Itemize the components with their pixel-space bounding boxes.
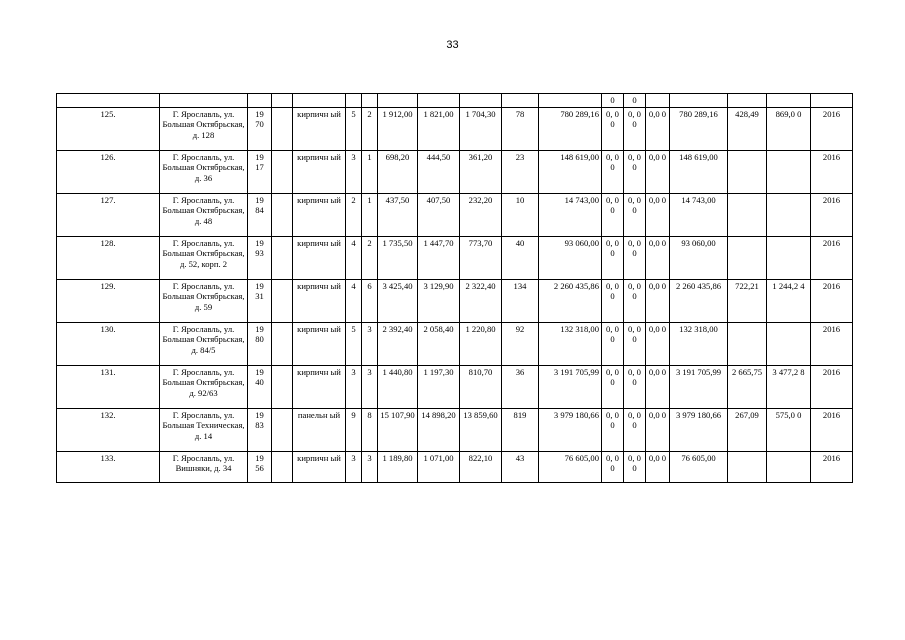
floors-cell: 4 <box>346 236 362 279</box>
top-row-cell <box>346 94 362 108</box>
table-row <box>57 236 853 279</box>
area-a-cell: 14 898,20 <box>418 408 460 451</box>
top-row-cell <box>293 94 346 108</box>
table-top-row <box>57 94 853 108</box>
row-number: 128. <box>57 236 160 279</box>
fund-3-cell: 0,0 0 <box>646 279 670 322</box>
top-row-cell <box>502 94 539 108</box>
year-built-cell: 19 56 <box>248 451 272 482</box>
wall-material-cell: кирпичн ый <box>293 365 346 408</box>
residents-cell: 36 <box>502 365 539 408</box>
row-number: 131. <box>57 365 160 408</box>
plan-year-cell: 2016 <box>811 451 853 482</box>
unit-cost-1-cell: 428,49 <box>728 107 767 150</box>
unit-cost-2-cell <box>767 150 811 193</box>
entrances-cell: 6 <box>362 279 378 322</box>
entrances-cell: 1 <box>362 193 378 236</box>
area-b-cell: 232,20 <box>460 193 502 236</box>
unit-cost-1-cell: 267,09 <box>728 408 767 451</box>
fund-2-cell: 0, 0 0 <box>624 451 646 482</box>
plan-year-cell: 2016 <box>811 279 853 322</box>
fund-3-cell: 0,0 0 <box>646 365 670 408</box>
wall-material-cell: кирпичн ый <box>293 451 346 482</box>
unit-cost-2-cell <box>767 451 811 482</box>
fund-1-cell: 0, 0 0 <box>602 451 624 482</box>
table-row <box>57 107 853 150</box>
wall-material-cell: кирпичн ый <box>293 107 346 150</box>
table-row <box>57 193 853 236</box>
fund-1-cell: 0, 0 0 <box>602 365 624 408</box>
top-row-cell <box>418 94 460 108</box>
plan-year-cell: 2016 <box>811 150 853 193</box>
wall-material-cell: кирпичн ый <box>293 193 346 236</box>
table-row <box>57 150 853 193</box>
total-cost-cell: 76 605,00 <box>539 451 602 482</box>
table-row <box>57 322 853 365</box>
entrances-cell: 2 <box>362 236 378 279</box>
blank-cell <box>272 107 293 150</box>
top-row-cell <box>767 94 811 108</box>
table-row <box>57 279 853 322</box>
owners-cost-cell: 2 260 435,86 <box>670 279 728 322</box>
blank-cell <box>272 451 293 482</box>
owners-cost-cell: 93 060,00 <box>670 236 728 279</box>
blank-cell <box>272 236 293 279</box>
residents-cell: 23 <box>502 150 539 193</box>
year-built-cell: 19 31 <box>248 279 272 322</box>
year-built-cell: 19 70 <box>248 107 272 150</box>
row-number: 129. <box>57 279 160 322</box>
wall-material-cell: кирпичн ый <box>293 322 346 365</box>
blank-cell <box>272 279 293 322</box>
unit-cost-1-cell <box>728 322 767 365</box>
table-body <box>57 94 853 483</box>
unit-cost-1-cell <box>728 150 767 193</box>
unit-cost-2-cell: 869,0 0 <box>767 107 811 150</box>
area-b-cell: 773,70 <box>460 236 502 279</box>
total-cost-cell: 14 743,00 <box>539 193 602 236</box>
fund-3-cell: 0,0 0 <box>646 193 670 236</box>
fund-2-cell: 0, 0 0 <box>624 365 646 408</box>
entrances-cell: 3 <box>362 451 378 482</box>
year-built-cell: 19 84 <box>248 193 272 236</box>
top-row-cell <box>460 94 502 108</box>
address-cell: Г. Ярославль, ул. Большая Октябрьская, д. 59 <box>160 279 248 322</box>
total-area-cell: 2 392,40 <box>378 322 418 365</box>
top-row-cell <box>646 94 670 108</box>
total-area-cell: 698,20 <box>378 150 418 193</box>
area-b-cell: 1 704,30 <box>460 107 502 150</box>
plan-year-cell: 2016 <box>811 408 853 451</box>
address-cell: Г. Ярославль, ул. Большая Октябрьская, д. 52, корп. 2 <box>160 236 248 279</box>
fund-1-cell: 0, 0 0 <box>602 236 624 279</box>
row-number: 130. <box>57 322 160 365</box>
floors-cell: 3 <box>346 365 362 408</box>
unit-cost-2-cell: 575,0 0 <box>767 408 811 451</box>
fund-3-cell: 0,0 0 <box>646 150 670 193</box>
fund-2-cell: 0, 0 0 <box>624 408 646 451</box>
address-cell: Г. Ярославль, ул. Большая Октябрьская, д. 92/63 <box>160 365 248 408</box>
floors-cell: 5 <box>346 107 362 150</box>
floors-cell: 3 <box>346 150 362 193</box>
floors-cell: 4 <box>346 279 362 322</box>
top-row-cell <box>539 94 602 108</box>
area-b-cell: 1 220,80 <box>460 322 502 365</box>
total-cost-cell: 93 060,00 <box>539 236 602 279</box>
blank-cell <box>272 150 293 193</box>
row-number: 132. <box>57 408 160 451</box>
area-b-cell: 2 322,40 <box>460 279 502 322</box>
fund-2-cell: 0, 0 0 <box>624 236 646 279</box>
area-a-cell: 1 821,00 <box>418 107 460 150</box>
year-built-cell: 19 93 <box>248 236 272 279</box>
fund-1-cell: 0, 0 0 <box>602 193 624 236</box>
fund-3-cell: 0,0 0 <box>646 451 670 482</box>
wall-material-cell: панельн ый <box>293 408 346 451</box>
address-cell: Г. Ярославль, ул. Большая Техническая, д. 14 <box>160 408 248 451</box>
floors-cell: 9 <box>346 408 362 451</box>
top-row-cell <box>248 94 272 108</box>
entrances-cell: 2 <box>362 107 378 150</box>
owners-cost-cell: 3 191 705,99 <box>670 365 728 408</box>
area-b-cell: 822,10 <box>460 451 502 482</box>
total-area-cell: 3 425,40 <box>378 279 418 322</box>
blank-cell <box>272 322 293 365</box>
address-cell: Г. Ярославль, ул. Большая Октябрьская, д. 84/5 <box>160 322 248 365</box>
fund-1-cell: 0, 0 0 <box>602 279 624 322</box>
area-a-cell: 2 058,40 <box>418 322 460 365</box>
fund-3-cell: 0,0 0 <box>646 236 670 279</box>
total-area-cell: 15 107,90 <box>378 408 418 451</box>
unit-cost-2-cell: 1 244,2 4 <box>767 279 811 322</box>
unit-cost-1-cell <box>728 451 767 482</box>
area-a-cell: 444,50 <box>418 150 460 193</box>
residents-cell: 40 <box>502 236 539 279</box>
address-cell: Г. Ярославль, ул. Большая Октябрьская, д. 36 <box>160 150 248 193</box>
fund-1-cell: 0, 0 0 <box>602 322 624 365</box>
unit-cost-1-cell: 2 665,75 <box>728 365 767 408</box>
total-area-cell: 437,50 <box>378 193 418 236</box>
area-b-cell: 361,20 <box>460 150 502 193</box>
unit-cost-1-cell <box>728 193 767 236</box>
area-a-cell: 1 071,00 <box>418 451 460 482</box>
plan-year-cell: 2016 <box>811 236 853 279</box>
entrances-cell: 3 <box>362 365 378 408</box>
top-row-cell <box>670 94 728 108</box>
area-a-cell: 1 447,70 <box>418 236 460 279</box>
address-cell: Г. Ярославль, ул. Большая Октябрьская, д. 128 <box>160 107 248 150</box>
floors-cell: 2 <box>346 193 362 236</box>
plan-year-cell: 2016 <box>811 107 853 150</box>
wall-material-cell: кирпичн ый <box>293 150 346 193</box>
residents-cell: 10 <box>502 193 539 236</box>
owners-cost-cell: 148 619,00 <box>670 150 728 193</box>
blank-cell <box>272 408 293 451</box>
page-number: 33 <box>446 39 459 51</box>
top-row-cell <box>378 94 418 108</box>
area-a-cell: 3 129,90 <box>418 279 460 322</box>
total-area-cell: 1 735,50 <box>378 236 418 279</box>
unit-cost-2-cell: 3 477,2 8 <box>767 365 811 408</box>
housing-table <box>56 93 853 483</box>
area-b-cell: 810,70 <box>460 365 502 408</box>
owners-cost-cell: 14 743,00 <box>670 193 728 236</box>
year-built-cell: 19 17 <box>248 150 272 193</box>
year-built-cell: 19 83 <box>248 408 272 451</box>
unit-cost-2-cell <box>767 193 811 236</box>
address-cell: Г. Ярославль, ул. Вишняки, д. 34 <box>160 451 248 482</box>
wall-material-cell: кирпичн ый <box>293 236 346 279</box>
entrances-cell: 3 <box>362 322 378 365</box>
total-area-cell: 1 189,80 <box>378 451 418 482</box>
fund-2-cell: 0, 0 0 <box>624 322 646 365</box>
unit-cost-1-cell <box>728 236 767 279</box>
top-row-cell <box>160 94 248 108</box>
unit-cost-1-cell: 722,21 <box>728 279 767 322</box>
top-row-cell <box>272 94 293 108</box>
blank-cell <box>272 365 293 408</box>
owners-cost-cell: 132 318,00 <box>670 322 728 365</box>
year-built-cell: 19 80 <box>248 322 272 365</box>
floors-cell: 3 <box>346 451 362 482</box>
total-cost-cell: 780 289,16 <box>539 107 602 150</box>
plan-year-cell: 2016 <box>811 365 853 408</box>
fund-1-cell: 0, 0 0 <box>602 150 624 193</box>
total-cost-cell: 3 979 180,66 <box>539 408 602 451</box>
area-a-cell: 1 197,30 <box>418 365 460 408</box>
total-area-cell: 1 912,00 <box>378 107 418 150</box>
owners-cost-cell: 3 979 180,66 <box>670 408 728 451</box>
plan-year-cell: 2016 <box>811 193 853 236</box>
address-cell: Г. Ярославль, ул. Большая Октябрьская, д. 48 <box>160 193 248 236</box>
total-cost-cell: 3 191 705,99 <box>539 365 602 408</box>
year-built-cell: 19 40 <box>248 365 272 408</box>
top-row-cell <box>57 94 160 108</box>
fund-2-cell: 0, 0 0 <box>624 150 646 193</box>
residents-cell: 78 <box>502 107 539 150</box>
top-row-cell <box>362 94 378 108</box>
total-cost-cell: 2 260 435,86 <box>539 279 602 322</box>
wall-material-cell: кирпичн ый <box>293 279 346 322</box>
floors-cell: 5 <box>346 322 362 365</box>
area-b-cell: 13 859,60 <box>460 408 502 451</box>
blank-cell <box>272 193 293 236</box>
unit-cost-2-cell <box>767 322 811 365</box>
residents-cell: 43 <box>502 451 539 482</box>
fund-2-cell: 0, 0 0 <box>624 193 646 236</box>
total-area-cell: 1 440,80 <box>378 365 418 408</box>
residents-cell: 92 <box>502 322 539 365</box>
table-row <box>57 451 853 482</box>
fund-1-cell: 0, 0 0 <box>602 408 624 451</box>
top-row-cell: 0 <box>602 94 624 108</box>
owners-cost-cell: 780 289,16 <box>670 107 728 150</box>
fund-2-cell: 0, 0 0 <box>624 279 646 322</box>
unit-cost-2-cell <box>767 236 811 279</box>
row-number: 127. <box>57 193 160 236</box>
residents-cell: 819 <box>502 408 539 451</box>
fund-3-cell: 0,0 0 <box>646 408 670 451</box>
entrances-cell: 8 <box>362 408 378 451</box>
table-row <box>57 365 853 408</box>
fund-2-cell: 0, 0 0 <box>624 107 646 150</box>
table-row <box>57 408 853 451</box>
residents-cell: 134 <box>502 279 539 322</box>
entrances-cell: 1 <box>362 150 378 193</box>
total-cost-cell: 132 318,00 <box>539 322 602 365</box>
row-number: 126. <box>57 150 160 193</box>
row-number: 125. <box>57 107 160 150</box>
top-row-cell: 0 <box>624 94 646 108</box>
owners-cost-cell: 76 605,00 <box>670 451 728 482</box>
fund-3-cell: 0,0 0 <box>646 107 670 150</box>
top-row-cell <box>728 94 767 108</box>
area-a-cell: 407,50 <box>418 193 460 236</box>
fund-1-cell: 0, 0 0 <box>602 107 624 150</box>
plan-year-cell: 2016 <box>811 322 853 365</box>
row-number: 133. <box>57 451 160 482</box>
top-row-cell <box>811 94 853 108</box>
total-cost-cell: 148 619,00 <box>539 150 602 193</box>
fund-3-cell: 0,0 0 <box>646 322 670 365</box>
